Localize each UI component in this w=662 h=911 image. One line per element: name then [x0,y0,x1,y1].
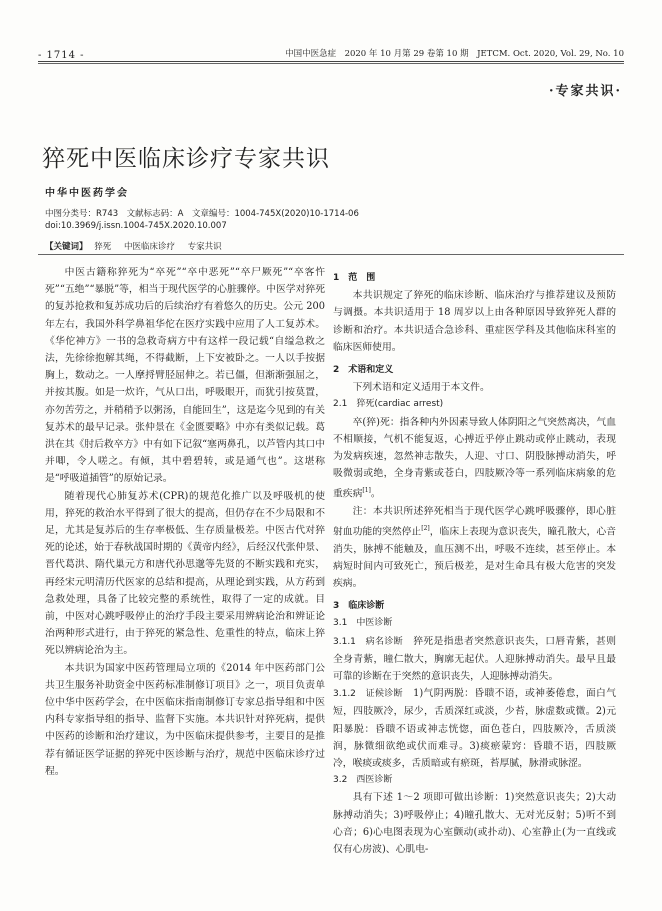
intro-paragraph-2: 随着现代心肺复苏术(CPR)的规范化推广以及呼吸机的使用，猝死的救治水平得到了很大的提高，但仍存在不少局限和不足，尤其是复苏后的生存率极低、生存质量极差。中医古代对猝死的论述，始于春秋战国时期的《黄帝内经》，后经汉代张仲景、晋代葛洪、隋代巢元方和唐代孙思邈等先贤的不断实践和充实，再经宋元明清历代医家的总结和提高，从理论到实践，从方药到急救处理，具备了比较完整的系统性，取得了一定的成就。目前，中医对心跳呼吸停止的治疗手段主要采用辨病论治和辨证论治两种形式进行，由于猝死的紧急性、危重性的特点，临床上猝死以辨病论治为主。 [45,490,325,657]
section-2-1-heading: 2.1 猝死(cardiac arrest) [333,399,444,410]
section-2-text: 下列术语和定义适用于本文件。 [352,382,490,394]
section-2-1-note: 注：本共识所述猝死相当于现代医学心跳呼吸骤停，即心脏射血功能的突然停止[2]，临床上表现为意识丧失，瞳孔散大，心音消失，脉搏不能触及，血压测不出，呼吸不连续，甚至停止。本病短时间内可致死亡，预后极差，是对生命具有极大危害的突发疾病。 [333,505,617,589]
section-3-1-heading: 3.1 中医诊断 [333,618,393,629]
section-3-1-1 [333,633,616,686]
journal-header: 中国中医急症 2020 年 10 月第 29 卷第 10 期 JETCM. Oct. 2020, Vol. 29, No. 10 [285,49,624,59]
keyword: 中医临床诊疗 [123,242,175,252]
section-3-1-2 [333,685,616,772]
header-rule-thin [38,63,624,64]
section-3-1-2-text: 1)气阴两脱：昏聩不语，或神萎倦怠，面白气短，四肢厥冷，尿少，舌质深红或淡，少苔，脉虚数或微。2)元阳暴脱：昏聩不语或神志恍惚，面色苍白，四肢厥冷，舌质淡润，脉微细欲绝或伏而难寻。3)痰瘀蒙窍：昏聩不语，四肢厥冷，喉痰或痰多，舌质暗或有瘀斑，苔厚腻，脉滑或脉涩。 [333,688,616,770]
header-rule [38,61,624,62]
section-3-2-text: 具有下述 1～2 项即可做出诊断：1)突然意识丧失；2)大动脉搏动消失；3)呼吸停止；4)瞳孔散大、无对光反射；5)听不到心音；6)心电图表现为心室颤动(或扑动)、心室静止(为一直线或仅有心房波)、心肌电- [333,792,616,856]
section-3-1-1-label: 3.1.1 病名诊断 [333,636,404,647]
section-1-text: 本共识规定了猝死的临床诊断、临床治疗与推荐建议及预防与调摄。本共识适用于 18 周岁以上由各种原因导致猝死人群的诊断和治疗。本共识适合急诊科、重症医学科及其他临床科室的临床医师使用。 [333,290,616,353]
section-tag: ·专家共识· [548,84,622,99]
right-column [333,270,616,858]
classification-line: 中图分类号：R743 文献标志码：A 文章编号：1004-745X(2020)10-1714-06 [45,209,359,219]
section-3-2-heading: 3.2 西医诊断 [333,775,393,786]
keyword: 猝死 [94,242,112,252]
section-3-heading: 3 临床诊断 [333,601,385,612]
section-2-1-definition: 卒(猝)死：指各种内外因素导致人体阴阳之气突然离决，气血不相顺接，气机不能复返，心搏近乎停止跳动或停止跳动，表现为发病疾速，忽然神志散失，人迎、寸口、阴股脉搏动消失，呼吸微弱或绝，全身青紫或苍白，四肢厥冷等一系列临床病象的危重疾病[1]。 [333,416,616,500]
keywords-rule [38,254,624,255]
keywords-label: 【关键词】 [45,242,88,252]
article-author: 中华中医药学会 [45,188,129,199]
section-1-heading: 1 范 围 [333,273,376,283]
keywords-line [45,240,232,252]
citation-ref: [1] [362,487,371,495]
page-number: - 1714 - [38,50,85,61]
section-3-1-1-text: 猝死是指患者突然意识丧失，口唇青紫，甚则全身青紫，瞳仁散大，胸廓无起伏。人迎脉搏动消失。最早且最可靠的诊断在于突然的意识丧失，人迎脉搏动消失。 [333,635,617,682]
section-2-heading: 2 术语和定义 [333,365,394,376]
citation-ref: [2] [421,525,430,533]
intro-paragraph-3: 本共识为国家中医药管理局立项的《2014 年中医药部门公共卫生服务补助资金中医药标准制修订项目》之一，项目负责单位中华中医药学会，在中医临床指南制修订专家总指导组和中医内科专家指导组的指导、监督下实施。本共识针对猝死病，提供中医药的诊断和治疗建议，为中医临床提供参考，主要目的是推荐有循证医学证据的猝死中医诊断与治疗，规范中医临床诊疗过程。 [45,662,325,777]
left-column [45,264,325,780]
doi-line: doi:10.3969/j.issn.1004-745X.2020.10.007 [45,221,227,231]
intro-paragraph-1: 中医古籍称猝死为“卒死”“卒中恶死”“卒尸厥死”“卒客忤死”“五绝”“暴脱”等，相当于现代医学的心脏骤停。中医学对猝死的复苏抢救和复苏成功后的后续治疗有着悠久的历史。公元 200 年左右，我国外科学鼻祖华佗在医疗实践中应用了人工复苏术。《华佗神方》一书的急救奇病方中有这样一段记载“自缢急救之法，先徐徐抱解其绳，不得截断，上下安被卧之。一人以手按据胸上，数动之。一人摩捋臂胫屈伸之。若已僵，但渐渐强屈之，并按其腹。如是一炊许，气从口出，呼吸眼开，而犹引按莫置，亦勿苦劳之，并稍稍予以粥汤，自能回生”，这是迄今见到的有关复苏术的最早记录。张仲景在《金匮要略》中亦有类似记载。葛洪在其《肘后救卒方》中有如下记叙“塞两鼻孔，以芦管内其口中并唧，令人嗟之。有倾，其中碧碧转，或是通气也”。这堪称是“呼吸道插管”的原始记录。 [45,267,325,485]
keyword: 专家共识 [187,242,222,252]
section-3-1-2-label: 3.1.2 证候诊断 [333,689,403,700]
article-title: 猝死中医临床诊疗专家共识 [42,146,330,172]
